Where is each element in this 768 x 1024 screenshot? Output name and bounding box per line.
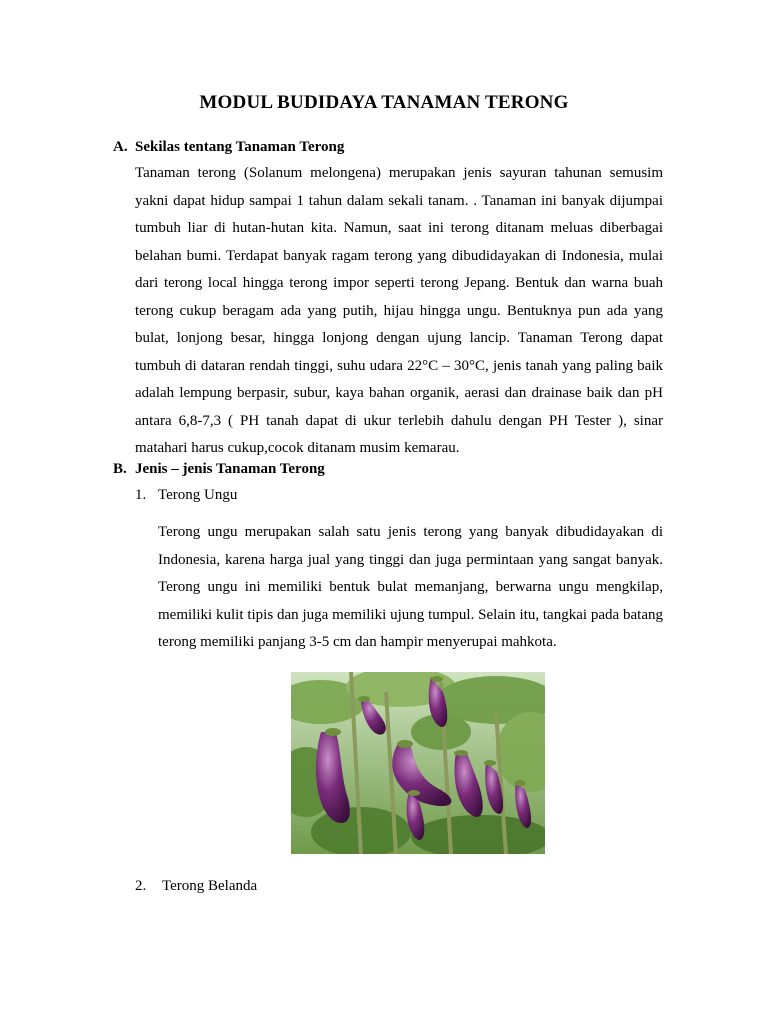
eggplant-illustration [291,672,545,854]
eggplant-photo [291,672,545,854]
list-item-terong-ungu [135,487,237,504]
terong-ungu-paragraph: Terong ungu merupakan salah satu jenis terong yang banyak dibudidayakan di Indonesia, karena harga jual yang tinggi dan juga permintaan yang sangat banyak. Terong ungu ini memiliki bentuk bulat memanjang, berwarna ungu mengkilap, memiliki kulit tipis dan juga memiliki ujung tumpul. Selain itu, tangkai pada batang terong memiliki panjang 3-5 cm dan hampir menyerupai mahkota. [158,524,663,650]
section-a-title: Sekilas tentang Tanaman Terong [135,139,345,155]
section-a-letter: A. [113,139,128,155]
list-item-number: 1. [135,487,147,503]
list-item-terong-belanda [135,878,257,895]
section-a-paragraph: Tanaman terong (Solanum melongena) merupakan jenis sayuran tahunan semusim yakni dapat hidup sampai 1 tahun dalam sekali tanam. . Tanaman ini banyak dijumpai tumbuh liar di hutan-hutan kita. Namun, saat ini terong ditanam meluas diberbagai belahan bumi. Terdapat banyak ragam terong yang dibudidayakan di Indonesia, mulai dari terong local hingga terong impor seperti terong Jepang. Bentuk dan warna buah terong cukup beragam ada yang putih, hijau hingga ungu. Bentuknya pun ada yang bulat, lonjong besar, hingga lonjong dengan ujung lancip. Tanaman Terong dapat tumbuh di dataran rendah tinggi, suhu udara 22°C – 30°C, jenis tanah yang paling baik adalah lempung berpasir, subur, kaya bahan organik, aerasi dan drainase baik dan pH antara 6,8-7,3 ( PH tanah dapat di ukur terlebih dahulu dengan PH Tester ), sinar matahari harus cukup,cocok ditanam musim kemarau. [135,165,663,456]
section-b-letter: B. [113,461,127,477]
list-item-label: Terong Belanda [162,878,258,894]
list-item-number: 2. [135,878,147,894]
document-title: MODUL BUDIDAYA TANAMAN TERONG [199,92,569,113]
section-b-title: Jenis – jenis Tanaman Terong [135,461,325,477]
list-item-label: Terong Ungu [158,487,238,503]
section-b-heading [113,461,325,478]
section-a-heading [113,139,344,156]
